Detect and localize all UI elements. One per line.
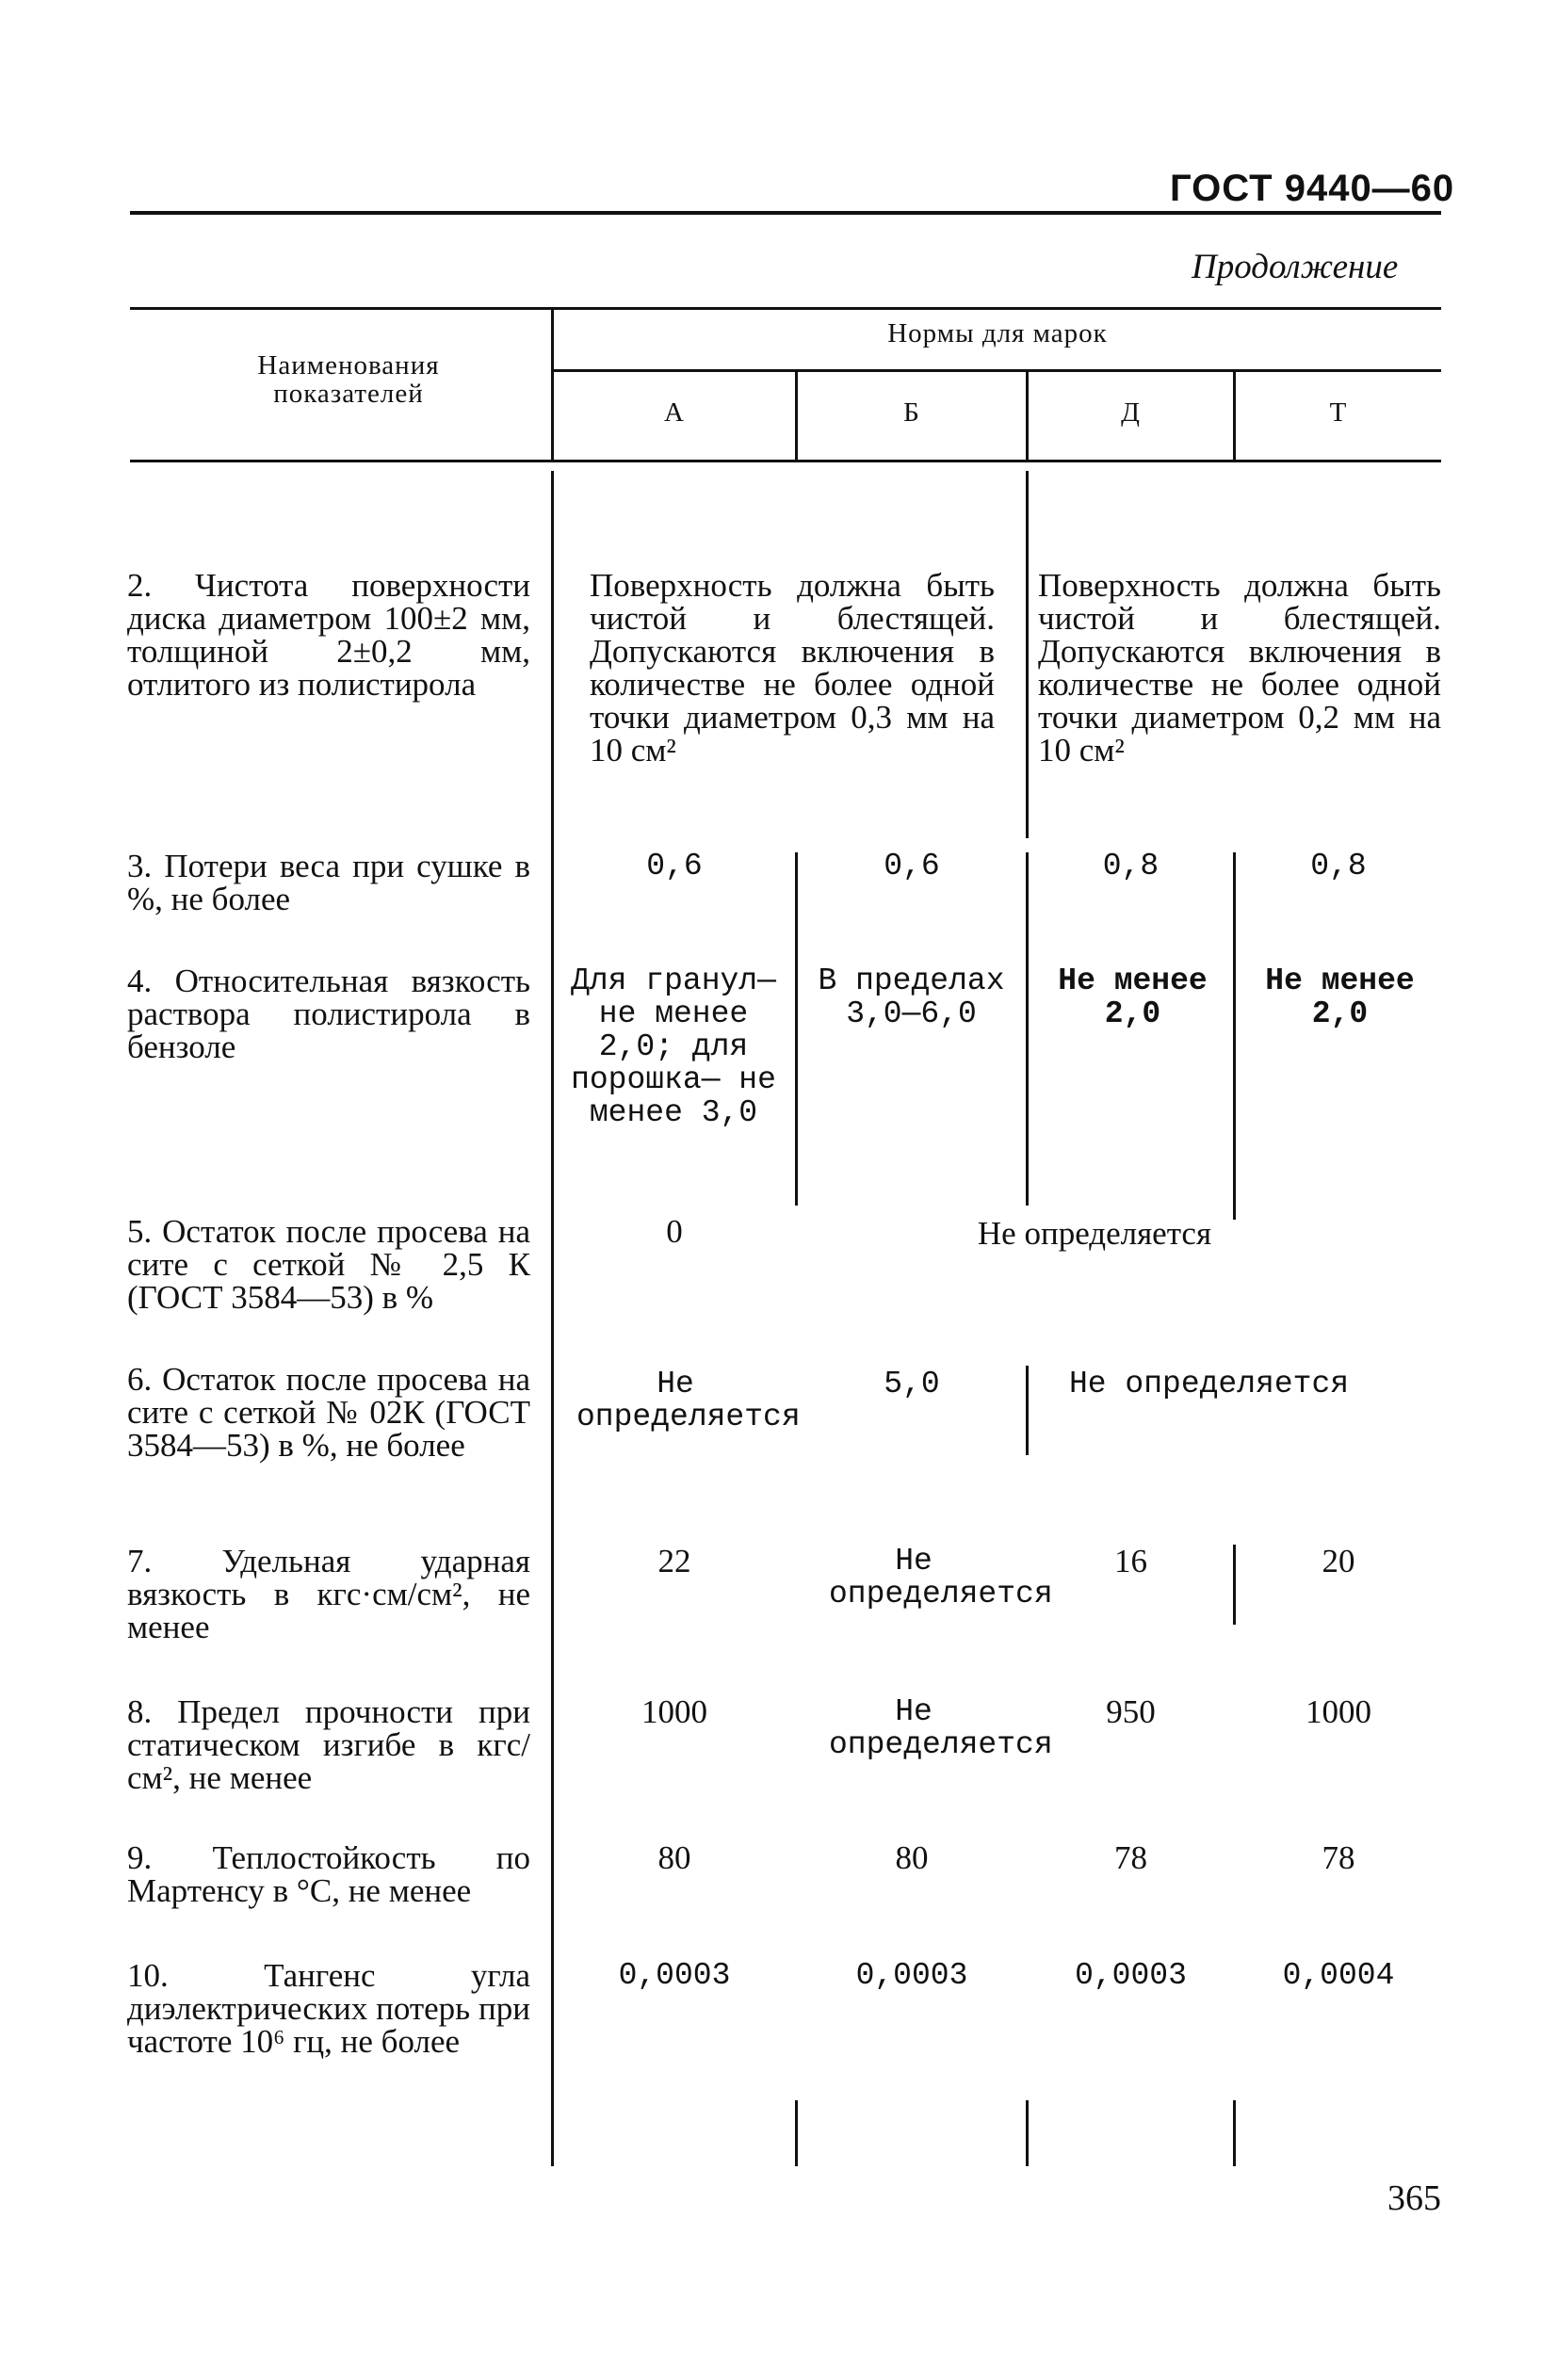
header-bottom-rule — [130, 460, 1441, 462]
grade-b-header: Б — [903, 397, 920, 428]
continuation-label: Продолжение — [1192, 248, 1399, 286]
row-3-value-b: 0,6 — [884, 849, 940, 883]
top-rule — [130, 211, 1441, 215]
row-10-value-a: 0,0003 — [618, 1958, 731, 1993]
row-3-name: 3. Потери веса при сушке в %, не более — [127, 848, 530, 917]
row-2-value-ab: Поверхность должна быть чистой и блестящей. Допускаются включения в количестве не более одной точки диаметром 0,3 мм на 10 см² — [590, 567, 995, 769]
table-top-rule — [130, 307, 1441, 310]
row-7-value-b: Не определяется — [829, 1544, 1053, 1611]
row-9-value-b: 80 — [895, 1839, 929, 1876]
body-vline-a-bottom — [795, 2100, 798, 2166]
row-6-value-b: 5,0 — [884, 1367, 940, 1401]
row-10-name: 10. Тангенс угла диэлектрических потерь при частоте 10⁶ гц, не более — [127, 1957, 530, 2060]
row-6-value-a: Не определяется — [576, 1367, 801, 1434]
row-6-name: 6. Остаток после просева на сите с сеткой № 02К (ГОСТ 3584—53) в %, не более — [127, 1361, 530, 1464]
body-vline-b-row6 — [1026, 1366, 1029, 1455]
row-8-name: 8. Предел прочности при статическом изгибе в кгс/см², не менее — [127, 1693, 530, 1796]
row-8-value-t: 1000 — [1306, 1693, 1371, 1730]
row-4-value-b: В пределах 3,0—6,0 — [818, 963, 1005, 1031]
row-9-name: 9. Теплостойкость по Мартенсу в °С, не менее — [127, 1839, 530, 1909]
row-4-value-t: Не менее 2,0 — [1265, 963, 1415, 1031]
body-vline-center-top — [1026, 471, 1029, 838]
page-number: 365 — [1387, 2178, 1441, 2218]
row-10-value-b: 0,0003 — [855, 1958, 968, 1993]
row-5-name: 5. Остаток после просева на сите с сеткой № 2,5 К (ГОСТ 3584—53) в % — [127, 1213, 530, 1316]
row-8-value-a: 1000 — [641, 1693, 707, 1730]
norms-header: Нормы для марок — [887, 318, 1108, 348]
col-name-header: Наименования показателей — [257, 350, 440, 409]
row-3-value-a: 0,6 — [646, 849, 703, 883]
row-7-value-a: 22 — [657, 1543, 691, 1579]
row-5-value-a: 0 — [666, 1213, 683, 1250]
row-4-value-a: Для гранул— не менее 2,0; для порошка— не менее 3,0 — [571, 963, 776, 1130]
row-9-value-t: 78 — [1322, 1839, 1355, 1876]
row-9-value-d: 78 — [1114, 1839, 1147, 1876]
row-9-value-a: 80 — [657, 1839, 691, 1876]
row-7-value-t: 20 — [1322, 1543, 1355, 1579]
row-10-value-t: 0,0004 — [1282, 1958, 1395, 1993]
body-vline-name — [551, 471, 554, 2166]
row-2-value-dt: Поверхность должна быть чистой и блестящей. Допускаются включения в количестве не более одной точки диаметром 0,2 мм на 10 см² — [1038, 567, 1441, 769]
grade-a-header: А — [664, 397, 685, 428]
standard-number: ГОСТ 9440—60 — [1170, 168, 1455, 209]
grade-t-header: Т — [1329, 397, 1348, 428]
row-10-value-d: 0,0003 — [1075, 1958, 1187, 1993]
row-6-value-dt: Не определяется — [1069, 1367, 1350, 1401]
row-7-name: 7. Удельная ударная вязкость в кгс·см/см², не менее — [127, 1543, 530, 1645]
body-vline-b-bottom — [1026, 2100, 1029, 2166]
row-5-value-bdt: Не определяется — [977, 1215, 1212, 1252]
grades-rule — [554, 369, 1441, 372]
body-vline-d — [1233, 852, 1236, 1220]
row-8-value-d: 950 — [1106, 1693, 1156, 1730]
row-2-name: 2. Чистота поверхности диска диаметром 100±2 мм, толщиной 2±0,2 мм, отлитого из полистирола — [127, 567, 530, 703]
row-4-value-d: Не менее 2,0 — [1058, 963, 1208, 1031]
body-vline-a — [795, 852, 798, 1206]
row-8-value-b: Не определяется — [829, 1694, 1053, 1762]
row-3-value-d: 0,8 — [1102, 849, 1160, 883]
grade-d-header: Д — [1121, 397, 1141, 428]
row-7-value-d: 16 — [1114, 1543, 1147, 1579]
row-4-name: 4. Относительная вязкость раствора полистирола в бензоле — [127, 963, 530, 1065]
row-3-value-t: 0,8 — [1310, 849, 1367, 883]
body-vline-b — [1026, 852, 1029, 1206]
body-vline-d-bottom — [1233, 2100, 1236, 2166]
